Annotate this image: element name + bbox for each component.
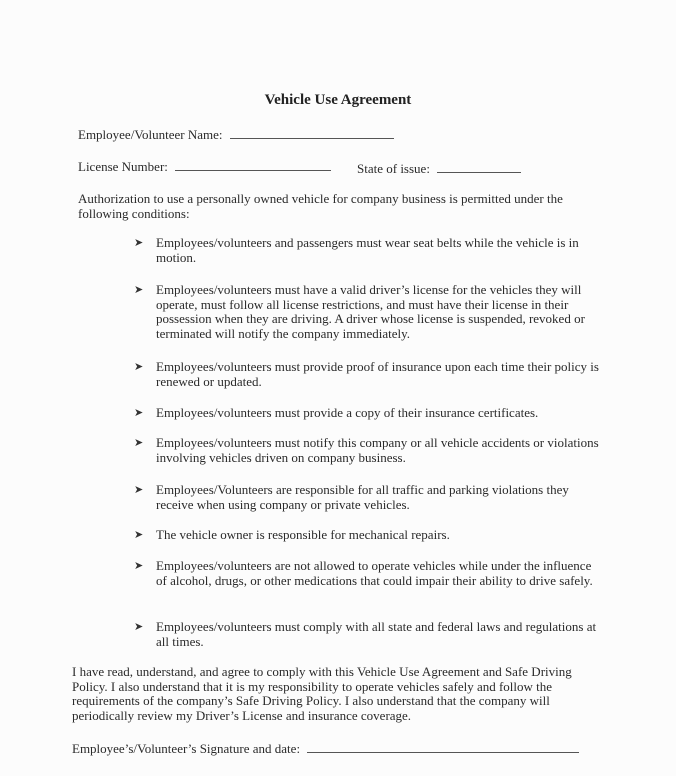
name-field-row xyxy=(78,126,394,143)
name-label: Employee/Volunteer Name: xyxy=(78,127,223,142)
condition-text: Employees/Volunteers are responsible for all traffic and parking violations they receive when using company or private vehicles. xyxy=(156,482,569,512)
state-field-row xyxy=(357,160,521,177)
condition-text: Employees/volunteers must have a valid driver’s license for the vehicles they will operate, must follow all license restrictions, and must have their license in their possession when they are driving. A driver whose license is suspended, revoked or terminated will notify the company immediately. xyxy=(156,282,585,341)
arrowhead-bullet-icon: ➤ xyxy=(134,407,144,419)
arrowhead-bullet-icon: ➤ xyxy=(134,284,144,296)
arrowhead-bullet-icon: ➤ xyxy=(134,529,144,541)
condition-text: Employees/volunteers must notify this company or all vehicle accidents or violations involving vehicles driven on company business. xyxy=(156,435,599,465)
arrowhead-bullet-icon: ➤ xyxy=(134,621,144,633)
acknowledgement-paragraph: I have read, understand, and agree to comply with this Vehicle Use Agreement and Safe Driving Policy. I also understand that it is my responsibility to operate vehicles safely and follow the requirements of the company’s Safe Driving Policy. I also understand that the company will periodically review my Driver’s License and insurance coverage. xyxy=(72,664,572,723)
arrowhead-bullet-icon: ➤ xyxy=(134,484,144,496)
arrowhead-bullet-icon: ➤ xyxy=(134,237,144,249)
document-title: Vehicle Use Agreement xyxy=(264,92,412,108)
condition-text: Employees/volunteers must comply with all state and federal laws and regulations at all times. xyxy=(156,619,597,649)
name-field[interactable] xyxy=(230,126,394,139)
condition-text: Employees/volunteers must provide a copy of their insurance certificates. xyxy=(156,405,539,420)
signature-date-field[interactable] xyxy=(307,740,579,753)
signature-field-row xyxy=(72,740,579,757)
arrowhead-bullet-icon: ➤ xyxy=(134,437,144,449)
condition-text: Employees/volunteers are not allowed to operate vehicles while under the influence of alcohol, drugs, or other medications that could impair their ability to drive safely. xyxy=(156,558,593,588)
condition-text: Employees/volunteers must provide proof of insurance upon each time their policy is renewed or updated. xyxy=(156,359,599,389)
state-label: State of issue: xyxy=(357,161,430,176)
arrowhead-bullet-icon: ➤ xyxy=(134,361,144,373)
condition-text: Employees/volunteers and passengers must wear seat belts while the vehicle is in motion. xyxy=(156,235,579,265)
license-label: License Number: xyxy=(78,159,168,174)
signature-label: Employee’s/Volunteer’s Signature and date: xyxy=(72,741,301,756)
condition-text: The vehicle owner is responsible for mechanical repairs. xyxy=(156,527,450,542)
license-number-field[interactable] xyxy=(175,158,331,171)
intro-paragraph: Authorization to use a personally owned vehicle for company business is permitted under the following conditions: xyxy=(78,191,563,221)
arrowhead-bullet-icon: ➤ xyxy=(134,560,144,572)
state-of-issue-field[interactable] xyxy=(437,160,521,173)
license-field-row xyxy=(78,158,331,175)
